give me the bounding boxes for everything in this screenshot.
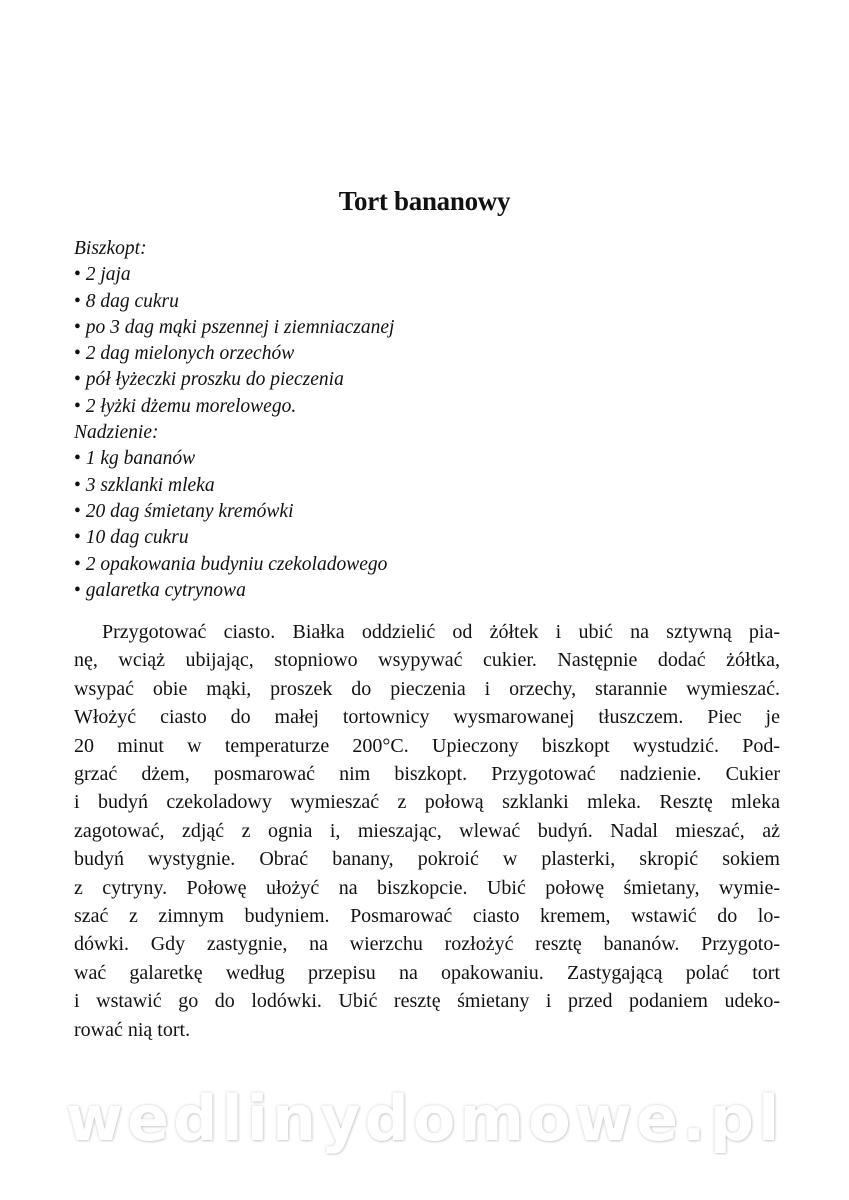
ingredient-item: • 2 łyżki dżemu morelowego. — [74, 394, 394, 420]
instruction-line: z cytryny. Połowę ułożyć na biszkopcie. Ubić połowę śmietany, wymie- — [74, 876, 780, 899]
ingredient-item: • 2 dag mielonych orzechów — [74, 341, 394, 367]
instruction-line: dówki. Gdy zastygnie, na wierzchu rozłożyć resztę bananów. Przygoto- — [74, 933, 780, 956]
instruction-line: rować nią tort. — [74, 1018, 191, 1041]
ingredient-item: • 10 dag cukru — [74, 525, 394, 551]
ingredient-item: • 1 kg bananów — [74, 446, 394, 472]
instruction-line: wsypać obie mąki, proszek do pieczenia i orzechy, starannie wymieszać. — [74, 677, 780, 700]
ingredient-item: • pół łyżeczki proszku do pieczenia — [74, 367, 394, 393]
ingredient-item: • 20 dag śmietany kremówki — [74, 499, 394, 525]
ingredient-item: • 2 opakowania budyniu czekoladowego — [74, 552, 394, 578]
instruction-line: szać z zimnym budyniem. Posmarować ciasto kremem, wstawić do lo- — [74, 905, 780, 928]
instructions-paragraph — [74, 618, 780, 1044]
instruction-line: grzać dżem, posmarować nim biszkopt. Przygotować nadzienie. Cukier — [74, 763, 780, 786]
instruction-line: wać galaretkę według przepisu na opakowaniu. Zastygającą polać tort — [74, 961, 780, 984]
section-heading-biszkopt: Biszkopt: — [74, 238, 147, 259]
instruction-line: i wstawić go do lodówki. Ubić resztę śmietany i przed podaniem udeko- — [74, 990, 780, 1013]
instruction-line: 20 minut w temperaturze 200°C. Upieczony biszkopt wystudzić. Pod- — [74, 734, 780, 757]
recipe-title: Tort bananowy — [338, 186, 511, 216]
ingredient-item: • 8 dag cukru — [74, 289, 394, 315]
section-heading-nadzienie: Nadzienie: — [74, 422, 159, 444]
ingredient-item: • galaretka cytrynowa — [74, 578, 394, 604]
watermark: wedlinydomowe.pl — [65, 1082, 784, 1155]
instruction-line: zagotować, zdjąć z ognia i, mieszając, wlewać budyń. Nadal mieszać, aż — [74, 819, 780, 842]
instruction-line: budyń wystygnie. Obrać banany, pokroić w plasterki, skropić sokiem — [74, 848, 780, 871]
ingredient-item: • po 3 dag mąki pszennej i ziemniaczanej — [74, 315, 394, 341]
instruction-line: Przygotować ciasto. Białka oddzielić od żółtek i ubić na sztywną pia- — [102, 621, 780, 643]
ingredients — [74, 236, 394, 604]
instruction-line: nę, wciąż ubijając, stopniowo wsypywać cukier. Następnie dodać żółtka, — [74, 649, 780, 672]
ingredient-item: • 2 jaja — [74, 262, 394, 288]
ingredient-item: • 3 szklanki mleka — [74, 473, 394, 499]
instruction-line: i budyń czekoladowy wymieszać z połową szklanki mleka. Resztę mleka — [74, 791, 780, 814]
instruction-line: Włożyć ciasto do małej tortownicy wysmarowanej tłuszczem. Piec je — [74, 706, 780, 729]
